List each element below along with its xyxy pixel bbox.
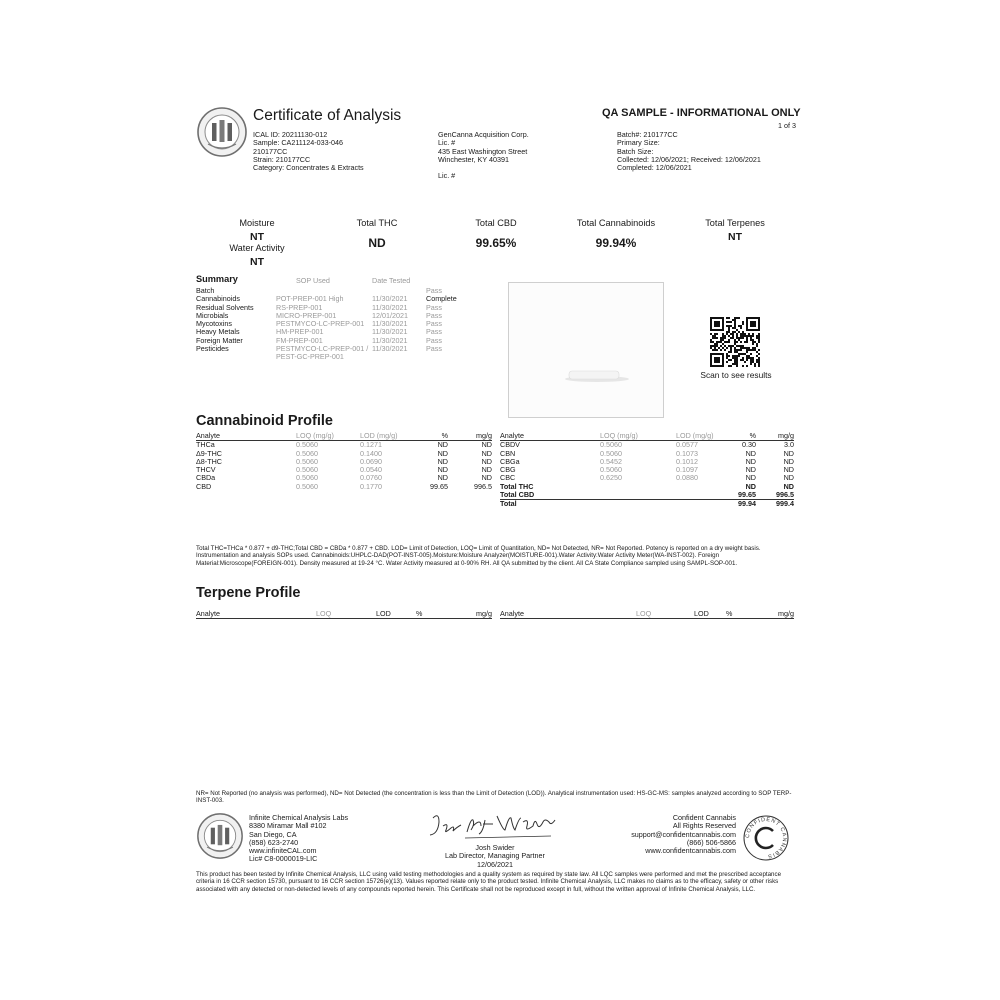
summary-sop: FM-PREP-001 (276, 335, 323, 345)
summary-test: Foreign Matter (196, 335, 243, 345)
analyte-analyte: Total CBD (500, 490, 535, 500)
confident-cannabis-block (586, 814, 736, 855)
confident-cannabis-seal (742, 814, 790, 862)
summary-sop: HM-PREP-001 (276, 327, 324, 337)
analyte-pct: ND (745, 465, 756, 475)
cc-phone: (866) 506-5866 (686, 837, 736, 847)
analyte-lod: 0.0540 (360, 465, 382, 475)
lab-city: San Diego, CA (249, 829, 297, 839)
analyte-mgg: ND (783, 448, 794, 458)
col-percent: % (420, 432, 448, 441)
analyte-lod (676, 483, 728, 491)
cc-name: Confident Cannabis (672, 813, 736, 822)
analyte-analyte: Total THC (500, 481, 534, 491)
summary-date: 11/30/2021 (372, 327, 408, 337)
summary-sop: POT-PREP-001 High (276, 294, 344, 304)
summary-test: Microbials (196, 310, 229, 320)
summary-result: Pass (426, 327, 442, 337)
analyte-mgg: ND (481, 456, 492, 466)
lab-license: Lic# C8-0000019-LIC (249, 854, 318, 864)
col-mgg: mg/g (452, 610, 492, 619)
signer-name: Josh Swider (475, 843, 515, 852)
batch-number: Batch#: 210177CC (617, 130, 678, 139)
analyte-analyte: CBG (500, 465, 516, 475)
summary-test: Batch (196, 286, 215, 295)
summary-test: Cannabinoids (196, 294, 240, 304)
analyte-pct: ND (437, 448, 448, 458)
total-thc-value: ND (368, 236, 386, 250)
analyte-mgg: ND (783, 481, 794, 491)
analyte-lod: 0.0577 (676, 440, 698, 450)
analyte-loq: 0.5060 (296, 448, 318, 458)
analyte-pct: ND (437, 456, 448, 466)
analyte-analyte: Δ8-THC (196, 456, 222, 466)
completed-date: Completed: 12/06/2021 (617, 163, 692, 173)
total-cbd-label: Total CBD (475, 218, 517, 228)
analyte-pct: ND (437, 465, 448, 475)
sample-code: 210177CC (253, 146, 288, 156)
analyte-lod: 0.1400 (360, 448, 382, 458)
document-title: Certificate of Analysis (253, 107, 402, 124)
analyte-analyte: CBGa (500, 456, 520, 466)
water-activity-value: NT (250, 256, 264, 268)
lab-address-block (249, 814, 348, 864)
analyte-analyte: THCV (196, 465, 216, 475)
total-cbd-value: 99.65% (475, 236, 517, 250)
signer-block (420, 844, 570, 869)
analyte-analyte: THCa (196, 440, 215, 450)
legal-disclaimer: This product has been tested by Infinite Chemical Analysis, LLC using valid testing methodologies and a quality system as required by state law. All LQC samples were performed and met the prescribed acceptance criteria in 16 CCR section 15730, pursuant to 16 CCR section 15726(e)(13). Values reported relate only to the product tested. Infinite Chemical Analysis, LLC makes no claims as to the efficacy, safety or other risks associated with any detected or non-detected levels of any compounds reported herein. This Certificate shall not be reproduced except in full, without the written approval of Infinite Chemical Analysis, LLC. (196, 871, 782, 893)
col-loq: LOQ (mg/g) (296, 432, 360, 441)
summary-sop: PESTMYCO-LC-PREP-001 (276, 319, 365, 329)
summary-result: Pass (426, 344, 442, 354)
analyte-pct: ND (745, 448, 756, 458)
analyte-analyte: CBD (196, 481, 212, 491)
col-percent: % (726, 610, 756, 619)
lab-website[interactable]: www.infiniteCAL.com (249, 846, 317, 856)
analyte-lod (676, 491, 728, 500)
analyte-lod: 0.0690 (360, 456, 382, 466)
cc-website[interactable]: www.confidentcannabis.com (645, 846, 736, 856)
analyte-lod: 0.0880 (676, 473, 698, 483)
terpene-table-right (500, 610, 794, 619)
analyte-mgg: 996.5 (776, 490, 794, 500)
batch-block (617, 131, 761, 172)
analyte-loq: 0.5060 (296, 473, 318, 483)
total-cannabinoids-label: Total Cannabinoids (576, 218, 656, 228)
col-analyte: Analyte (500, 610, 636, 619)
lab-seal-logo (196, 106, 248, 158)
col-loq: LOQ (mg/g) (600, 432, 676, 441)
summary-result (426, 353, 476, 361)
summary-result: Pass (426, 335, 442, 345)
scan-to-see-results-label: Scan to see results (700, 370, 772, 380)
analyte-mgg: ND (481, 448, 492, 458)
analyte-row (500, 500, 794, 509)
col-loq: LOQ (316, 610, 376, 619)
summary-result: Pass (426, 310, 442, 320)
summary-table (196, 287, 476, 362)
moisture-value: NT (250, 231, 264, 243)
col-mgg: mg/g (756, 432, 794, 441)
analyte-pct: 0.30 (742, 440, 756, 450)
signature (425, 808, 565, 842)
analyte-mgg: 996.5 (474, 481, 492, 491)
analyte-loq: 0.5060 (296, 456, 318, 466)
summary-date: 11/30/2021 (372, 335, 408, 345)
primary-size: Primary Size: (617, 138, 660, 148)
summary-sop: PESTMYCO-LC-PREP-001 / (276, 344, 369, 354)
analyte-pct: ND (745, 473, 756, 483)
analyte-analyte: Total (500, 499, 517, 509)
terpene-profile-title: Terpene Profile (196, 585, 301, 601)
lab-seal-logo-footer (196, 812, 244, 860)
client-license: Lic. # (438, 138, 456, 148)
client-license-2: Lic. # (438, 171, 456, 181)
summary-date: 11/30/2021 (372, 319, 408, 329)
analyte-pct: 99.65 (430, 481, 448, 491)
analyte-analyte: CBDa (196, 473, 216, 483)
moisture-label: Moisture (239, 218, 275, 228)
analyte-loq (600, 483, 676, 491)
sample-id-block (253, 131, 364, 172)
col-analyte: Analyte (196, 610, 316, 619)
summary-date: 11/30/2021 (372, 344, 408, 354)
category: Category: Concentrates & Extracts (253, 163, 364, 173)
analyte-analyte: Δ9-THC (196, 448, 222, 458)
analyte-pct: ND (745, 481, 756, 491)
client-block (438, 131, 529, 181)
summary-test (196, 353, 276, 361)
analyte-pct: ND (437, 473, 448, 483)
summary-date (372, 353, 426, 361)
total-terpenes-value: NT (728, 231, 742, 243)
analyte-pct: 99.94 (738, 499, 756, 509)
col-lod: LOD (mg/g) (360, 432, 420, 441)
analyte-row (196, 483, 492, 491)
col-mgg: mg/g (448, 432, 492, 441)
client-name: GenCanna Acquisition Corp. (438, 130, 529, 139)
col-loq: LOQ (636, 610, 694, 619)
analyte-pct: 99.65 (738, 490, 756, 500)
summary-row (196, 353, 476, 361)
analyte-loq: 0.5060 (600, 465, 622, 475)
col-lod: LOD (376, 610, 416, 619)
analyte-lod: 0.1097 (676, 465, 698, 475)
analyte-mgg: ND (783, 465, 794, 475)
analyte-lod: 0.1012 (676, 456, 698, 466)
summary-date: 12/01/2021 (372, 310, 408, 320)
method-note: Total THC=THCa * 0.877 + d9-THC;Total CBD = CBDa * 0.877 + CBD. LOD= Limit of Detection, LOQ= Limit of Quantitation, ND= Not Detected, NR= Not Reported. Potency is reported on a dry weight basis. Instrumentation and analysis SOPs used. Cannabinoids:UHPLC-DAD(POT-INST-005).Moisture:Moisture Analyzer(MOISTURE-001).Water Activity:Water Activity Meter(WA-INST-002). Foreign Material:Microscope(FOREIGN-001). Density measured at 19-24 °C. Water Activity measured at 0-90% RH. All QA submitted by the client. All CA State Compliance sampled using SAMPL-SOP-001. (196, 545, 761, 567)
analyte-loq: 0.5060 (296, 465, 318, 475)
signer-date: 12/06/2021 (477, 859, 513, 869)
sample-id: Sample: CA211124-033-046 (253, 138, 344, 148)
col-lod: LOD (694, 610, 726, 619)
summary-date: 11/30/2021 (372, 302, 408, 312)
analyte-mgg: 999.4 (776, 499, 794, 509)
terpene-table-left (196, 610, 492, 619)
qr-code[interactable] (710, 317, 760, 367)
summary-test: Residual Solvents (196, 302, 254, 312)
analyte-lod (676, 500, 728, 509)
summary-result: Complete (426, 294, 457, 304)
nr-nd-note: NR= Not Reported (no analysis was performed), ND= Not Detected (the concentration is less than the Limit of Detection (LOD)). Analytical instrumentation used: HS-GC-MS: samples analyzed according to SOP TERP-INST-003. (196, 790, 792, 805)
analyte-loq: 0.5060 (296, 481, 318, 491)
analyte-loq (600, 500, 676, 509)
summary-result: Pass (426, 319, 442, 329)
analyte-loq: 0.5060 (296, 440, 318, 450)
total-cannabinoids-value: 99.94% (595, 236, 637, 250)
analyte-mgg: ND (481, 465, 492, 475)
analyte-mgg: 3.0 (784, 440, 794, 450)
summary-sop: MICRO-PREP-001 (276, 310, 337, 320)
client-city: Winchester, KY 40391 (438, 154, 509, 164)
summary-sop: PEST-GC-PREP-001 (276, 352, 344, 362)
analyte-loq: 0.5060 (600, 440, 622, 450)
strain: Strain: 210177CC (253, 154, 311, 164)
analyte-mgg: ND (783, 456, 794, 466)
col-mgg: mg/g (756, 610, 794, 619)
cc-email[interactable]: support@confidentcannabis.com (631, 829, 736, 839)
analyte-mgg: ND (783, 473, 794, 483)
summary-test: Mycotoxins (196, 319, 232, 329)
analyte-lod: 0.1770 (360, 481, 382, 491)
col-analyte: Analyte (500, 432, 600, 441)
analyte-lod: 0.0760 (360, 473, 382, 483)
summary-heading: Summary (196, 274, 238, 284)
date-tested-header: Date Tested (372, 276, 411, 285)
ical-id: ICAL ID: 20211130-012 (253, 130, 328, 139)
analyte-mgg: ND (481, 440, 492, 450)
cannabinoid-table-left (196, 432, 492, 491)
analyte-analyte: CBN (500, 448, 516, 458)
analyte-analyte: CBC (500, 473, 516, 483)
product-photo (508, 282, 664, 418)
page-number: 1 of 3 (778, 121, 796, 130)
lab-name: Infinite Chemical Analysis Labs (249, 813, 349, 822)
analyte-loq (600, 491, 676, 500)
cannabinoid-profile-title: Cannabinoid Profile (196, 413, 333, 429)
batch-size: Batch Size: (617, 146, 654, 156)
col-percent: % (728, 432, 756, 441)
cc-rights: All Rights Reserved (672, 821, 736, 831)
col-analyte: Analyte (196, 432, 296, 441)
col-percent: % (416, 610, 452, 619)
summary-test: Pesticides (196, 344, 229, 354)
collected-received: Collected: 12/06/2021; Received: 12/06/2021 (617, 154, 761, 164)
svg-text:CONFIDENT CANNABIS: CONFIDENT CANNABIS (744, 816, 788, 860)
client-street: 435 East Washington Street (438, 146, 528, 156)
total-terpenes-label: Total Terpenes (705, 218, 765, 228)
analyte-analyte: CBDV (500, 440, 520, 450)
analyte-pct: ND (437, 440, 448, 450)
analyte-lod: 0.1271 (360, 440, 382, 450)
analyte-loq: 0.5452 (600, 456, 622, 466)
summary-test: Heavy Metals (196, 327, 240, 337)
lab-street: 8380 Miramar Mall #102 (249, 821, 327, 831)
analyte-lod: 0.1073 (676, 448, 698, 458)
col-lod: LOD (mg/g) (676, 432, 728, 441)
analyte-pct: ND (745, 456, 756, 466)
analyte-mgg: ND (481, 473, 492, 483)
total-thc-label: Total THC (356, 218, 398, 228)
signer-title: Lab Director, Managing Partner (445, 851, 545, 861)
summary-result: Pass (426, 286, 442, 295)
summary-result: Pass (426, 302, 442, 312)
water-activity-label: Water Activity (229, 243, 285, 253)
sop-used-header: SOP Used (296, 276, 330, 285)
lab-phone: (858) 623-2740 (249, 837, 299, 847)
qa-sample-label: QA SAMPLE - INFORMATIONAL ONLY (602, 107, 801, 119)
analyte-loq: 0.5060 (600, 448, 622, 458)
summary-date: 11/30/2021 (372, 294, 408, 304)
summary-sop: RS-PREP-001 (276, 302, 323, 312)
analyte-loq: 0.6250 (600, 473, 622, 483)
cannabinoid-table-right (500, 432, 794, 509)
